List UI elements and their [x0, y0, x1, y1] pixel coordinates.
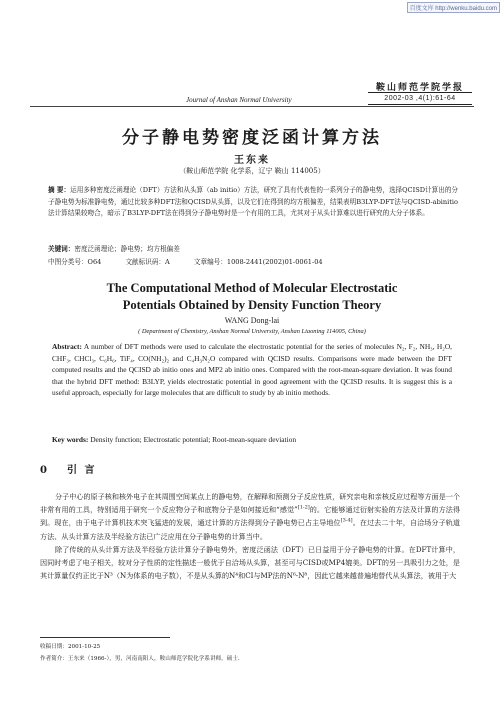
- footnote-rule: [40, 637, 170, 638]
- affiliation-cn: （鞍山师范学院 化学系，辽宁 鞍山 114005）: [179, 167, 325, 175]
- abstract-en: [52, 341, 452, 399]
- abstract-en-label: Abstract:: [52, 342, 82, 351]
- abstract-cn-label: 摘 要：: [48, 186, 71, 194]
- body-paragraph-1: [40, 490, 460, 543]
- paper-title-cn: 分子静电势密度泛函计算方法: [122, 128, 382, 148]
- citation-1: [1-2]: [297, 504, 310, 511]
- body-paragraph-2: 除了传统的从头计算方法及半经验方法计算分子静电势外，密度泛函法（DFT）已日益用于分子静电势的计算。在DFT计算中，因同时考虑了电子相关，较对分子性质的定性描述一般优于自洽场从头算，甚至可与CISD或MP4媲美。DFT的另一具吸引力之处，是其计算量仅约正比于N³（N为体系的电子数），不是从头算的N⁴和CI与MP法的N⁶-N⁸，因此它越来越普遍地替代从头算法，被用于大: [40, 544, 460, 581]
- issue-info: 2002-03 ,4(1):61-64: [368, 92, 472, 105]
- author-en: WANG Dong-lai: [224, 316, 280, 325]
- journal-title-en: Journal of Anshan Normal University: [186, 96, 292, 104]
- classification-line: [48, 256, 458, 266]
- paper-title-en-line1: The Computational Method of Molecular Electrostatic: [106, 281, 398, 295]
- body-p1-part-b: 的。它能够通过衍射实验的方法及计算的方法得到。现在，由于电子计算机技术突飞猛进的发展，通过计算的方法得到分子静电势已占主导地位: [40, 505, 460, 528]
- keywords-en-label: Key words:: [52, 435, 89, 444]
- watermark: 百度文库 http://wenku.baidu.com: [407, 2, 500, 13]
- footnote-received: 收稿日期：2001-10-25: [40, 644, 101, 650]
- keywords-en-text: Density function; Electrostatic potential; Root-mean-square deviation: [90, 435, 297, 444]
- author-cn: 王东来: [234, 155, 270, 166]
- keywords-en: [52, 435, 462, 444]
- footnote-author-bio: 作者简介：王东来（1966-），男，河南南阳人，鞍山师范学院化学系讲师，硕士.: [40, 656, 240, 662]
- section-title: 引 言: [66, 465, 97, 476]
- citation-2: [3-4]: [340, 518, 353, 525]
- header-rule: [30, 106, 474, 107]
- keywords-cn: [48, 243, 458, 253]
- section-heading: [40, 461, 96, 476]
- body-p1-part-a: 分子中心的原子核和核外电子在其周围空间某点上的静电势，在解释和预测分子反应性质，研究亲电和亲核反应过程等方面是一个非常有用的工具，特别适用于研究一个反应物分子和底物分子是如何接近和“感觉”: [40, 492, 460, 515]
- keywords-cn-label: 关键词：: [48, 245, 75, 253]
- body-text: [40, 490, 460, 582]
- paper-title-en: [0, 280, 504, 314]
- article-number: 文章编号：1008-2441(2002)01-0061-04: [193, 258, 323, 266]
- body-p1-part-c: 。在过去二十年，自洽场分子轨道方法、从头计算方法及半经验方法已广泛应用在分子静电势的计算当中。: [40, 518, 461, 541]
- document-code: 文献标识码：A: [125, 258, 170, 266]
- journal-title-cn: 鞍山师范学院学报: [375, 83, 464, 93]
- abstract-cn: [48, 185, 458, 220]
- abstract-en-text: A number of DFT methods were used to calculate the electrostatic potential for the series of molecules N₂, F₂, NH₃, H₂O, CHF₃, CHCl₃, C₆H₆, TiF₄, CO(NH₂)₂ and C₄H₃N₂O compared with QCISD results. Comparisons were made between the DFT computed results and the QCISD ab initio ones and MP2 ab initio ones. Compared with the root-mean-square deviation. It was found that the hybrid DFT method: B3LYP, yields electrostatic potential in good agreement with the QCISD results. It is suggest this is a useful approach, especially for large molecules that are difficult to study by ab initio methods.: [52, 342, 452, 398]
- paper-title-en-line2: Potentials Obtained by Density Function Theory: [122, 298, 382, 312]
- keywords-cn-text: 密度泛函理论；静电势；均方根偏差: [74, 245, 180, 253]
- affiliation-en: ( Department of Chemistry, Anshan Normal University, Anshan Liaoning 114005, China): [138, 328, 366, 335]
- section-number: 0: [40, 465, 49, 476]
- abstract-cn-text: 运用多种密度泛函理论（DFT）方法和从头算（ab initio）方法，研究了具有代表性的一系列分子的静电势，选择QCISD计算出的分子静电势为标准静电势，通过比较多种DFT法和QCISD从头算，以及它们在得到的均方根偏差，结果表明B3LYP-DFT法与QCISD-abinitio法计算结果较吻合，暗示了B3LYP-DFT法在得到分子静电势时是一个有用的工具，尤其对于从头计算难以进行研究的大分子体系。: [48, 186, 459, 217]
- clc-number: 中图分类号：O64: [48, 258, 102, 266]
